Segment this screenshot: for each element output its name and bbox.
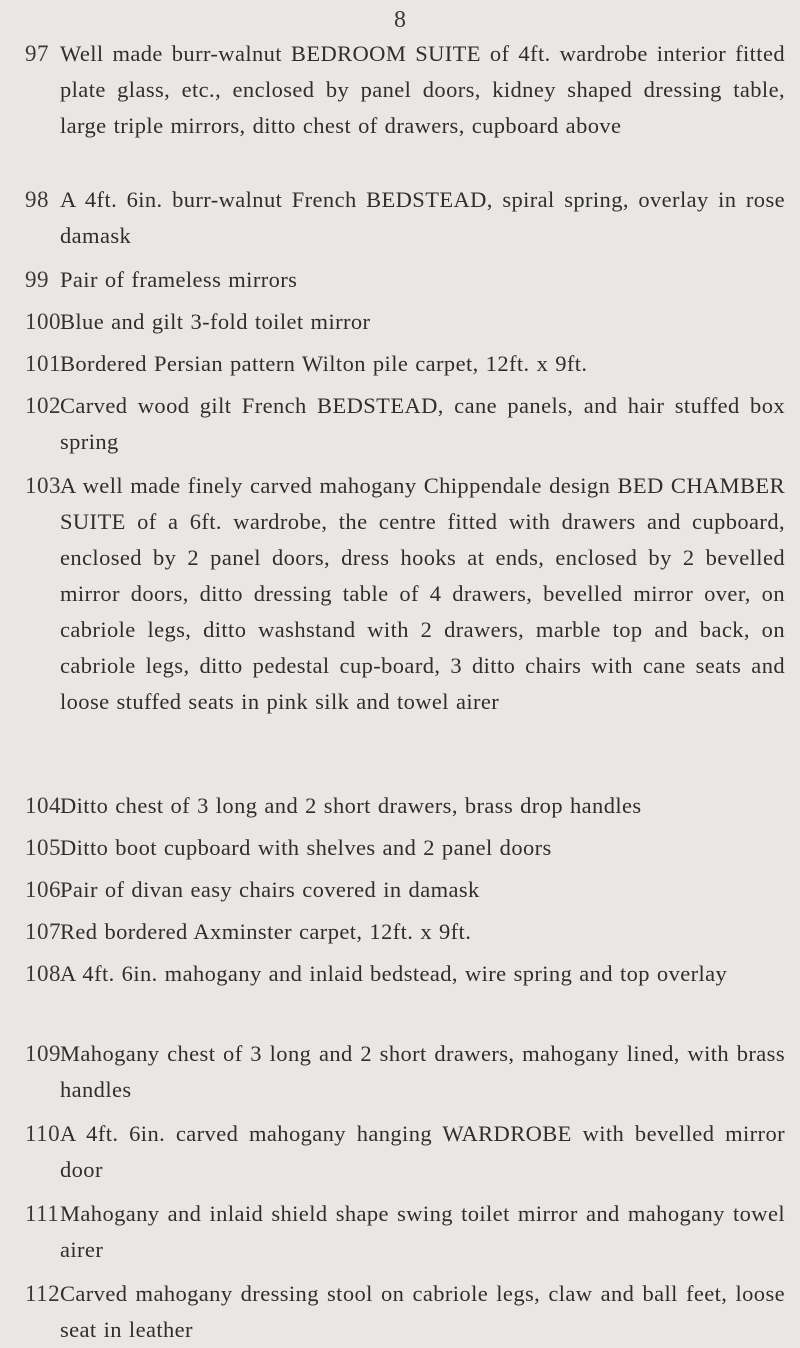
- lot-description: Ditto boot cupboard with shelves and 2 panel doors: [60, 835, 552, 860]
- lot-entry: [25, 304, 785, 340]
- lot-number: 106: [25, 877, 61, 902]
- page-number: 8: [394, 7, 406, 33]
- lot-description: A well made finely carved mahogany Chippendale design BED CHAMBER SUITE of a 6ft. wardrobe, the centre fitted with drawers and cupboard, enclosed by 2 panel doors, dress hooks at ends, enclosed by 2 bevelled mirror doors, ditto dressing table of 4 drawers, bevelled mirror over, on cabriole legs, ditto washstand with 2 drawers, marble top and back, on cabriole legs, ditto pedestal cup-board, 3 ditto chairs with cane seats and loose stuffed seats in pink silk and towel airer: [60, 473, 785, 714]
- lot-entry: [25, 956, 785, 992]
- lot-description: A 4ft. 6in. mahogany and inlaid bedstead, wire spring and top overlay: [60, 961, 728, 986]
- lot-description: Blue and gilt 3-fold toilet mirror: [60, 309, 371, 334]
- lot-number: 100: [25, 309, 61, 334]
- lot-description: Well made burr-walnut BEDROOM SUITE of 4ft. wardrobe interior fitted plate glass, etc., enclosed by panel doors, kidney shaped dressing table, large triple mirrors, ditto chest of drawers, cupboard above: [60, 41, 785, 138]
- lot-entry: [25, 36, 785, 144]
- lot-number: 98: [25, 187, 49, 212]
- lot-entry: [25, 1196, 785, 1268]
- lot-entry: [25, 388, 785, 460]
- lot-number: 111: [25, 1201, 60, 1226]
- lot-number: 101: [25, 351, 61, 376]
- lot-entry: [25, 262, 785, 298]
- lot-number: 97: [25, 41, 49, 66]
- lot-number: 102: [25, 393, 61, 418]
- lot-entry: [25, 1276, 785, 1348]
- lot-description: Ditto chest of 3 long and 2 short drawers, brass drop handles: [60, 793, 642, 818]
- lot-entry: [25, 468, 785, 720]
- lot-description: A 4ft. 6in. carved mahogany hanging WARDROBE with bevelled mirror door: [60, 1121, 785, 1182]
- lot-entry: [25, 830, 785, 866]
- lot-description: Carved mahogany dressing stool on cabriole legs, claw and ball feet, loose seat in leather: [60, 1281, 785, 1342]
- lot-number: 103: [25, 473, 61, 498]
- lot-number: 105: [25, 835, 61, 860]
- lot-entry: [25, 872, 785, 908]
- lot-entry: [25, 1116, 785, 1188]
- lot-number: 107: [25, 919, 61, 944]
- lot-description: Red bordered Axminster carpet, 12ft. x 9ft.: [60, 919, 472, 944]
- lot-number: 110: [25, 1121, 61, 1146]
- lot-number: 112: [25, 1281, 61, 1306]
- lot-description: Mahogany chest of 3 long and 2 short drawers, mahogany lined, with brass handles: [60, 1041, 785, 1102]
- lot-number: 104: [25, 793, 61, 818]
- lot-entry: [25, 788, 785, 824]
- lot-description: Carved wood gilt French BEDSTEAD, cane panels, and hair stuffed box spring: [60, 393, 785, 454]
- lot-description: Mahogany and inlaid shield shape swing toilet mirror and mahogany towel airer: [60, 1201, 785, 1262]
- lot-entry: [25, 914, 785, 950]
- lot-number: 109: [25, 1041, 61, 1066]
- lot-number: 99: [25, 267, 49, 292]
- lot-entry: [25, 346, 785, 382]
- lot-description: A 4ft. 6in. burr-walnut French BEDSTEAD, spiral spring, overlay in rose damask: [60, 187, 785, 248]
- lot-description: Pair of divan easy chairs covered in damask: [60, 877, 480, 902]
- lot-entry: [25, 1036, 785, 1108]
- lot-description: Bordered Persian pattern Wilton pile carpet, 12ft. x 9ft.: [60, 351, 588, 376]
- lot-entry: [25, 182, 785, 254]
- lot-description: Pair of frameless mirrors: [60, 267, 298, 292]
- lot-number: 108: [25, 961, 61, 986]
